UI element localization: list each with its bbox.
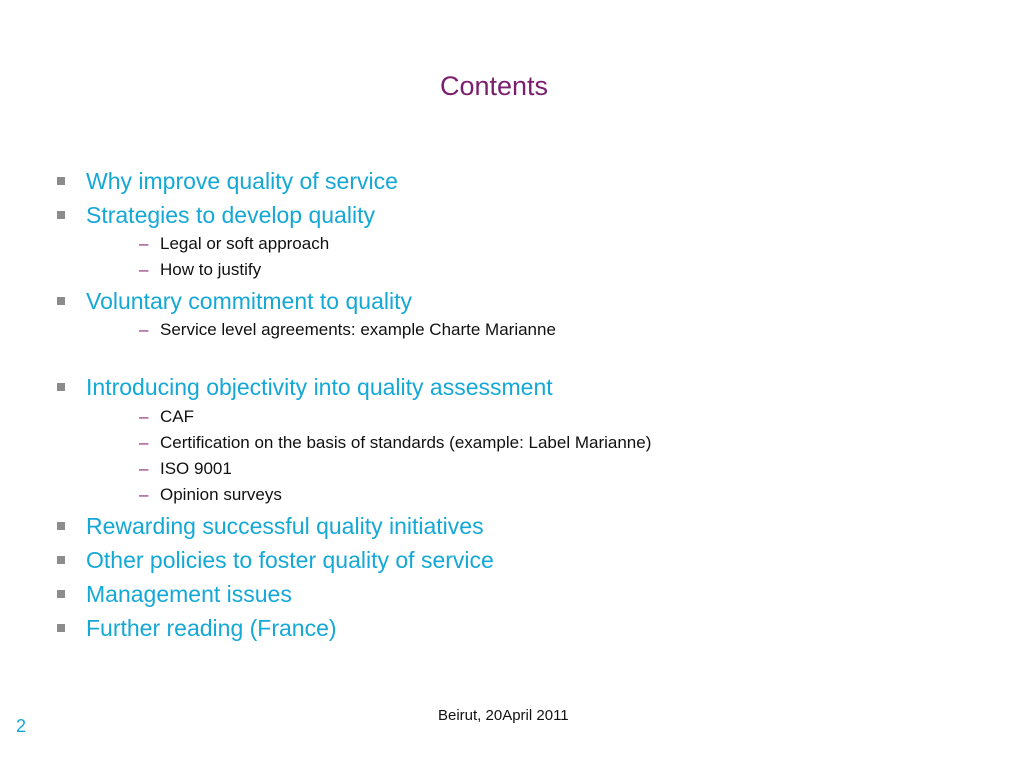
- bullet-text: Strategies to develop quality: [86, 202, 375, 228]
- square-bullet-icon: [57, 177, 65, 185]
- dash-bullet-icon: –: [139, 234, 149, 253]
- sub-item-text: CAF: [160, 407, 194, 426]
- sub-item-text: How to justify: [160, 260, 262, 279]
- square-bullet-icon: [57, 211, 65, 219]
- sub-item-text: Opinion surveys: [160, 485, 282, 504]
- slide-title: Contents: [439, 71, 549, 101]
- bullet-text: Introducing objectivity into quality assessment: [86, 374, 553, 400]
- bullet-text: Further reading (France): [86, 615, 337, 641]
- dash-bullet-icon: –: [139, 459, 149, 478]
- footer-text: Beirut, 20April 2011: [438, 707, 569, 724]
- sub-item-text: Legal or soft approach: [160, 234, 330, 253]
- sub-item-text: Service level agreements: example Charte Marianne: [160, 320, 556, 339]
- bullet-text: Other policies to foster quality of service: [86, 547, 494, 573]
- square-bullet-icon: [57, 556, 65, 564]
- square-bullet-icon: [57, 383, 65, 391]
- bullet-text: Management issues: [86, 581, 292, 607]
- square-bullet-icon: [57, 624, 65, 632]
- dash-bullet-icon: –: [139, 485, 149, 504]
- square-bullet-icon: [57, 522, 65, 530]
- bullet-text: Why improve quality of service: [86, 168, 398, 194]
- page-number: 2: [16, 716, 27, 736]
- dash-bullet-icon: –: [139, 320, 149, 339]
- bullet-text: Rewarding successful quality initiatives: [86, 513, 484, 539]
- sub-item-text: Certification on the basis of standards (example: Label Marianne): [160, 433, 652, 452]
- square-bullet-icon: [57, 297, 65, 305]
- dash-bullet-icon: –: [139, 260, 149, 279]
- dash-bullet-icon: –: [139, 433, 149, 452]
- sub-item-text: ISO 9001: [160, 459, 232, 478]
- bullet-text: Voluntary commitment to quality: [86, 288, 412, 314]
- square-bullet-icon: [57, 590, 65, 598]
- dash-bullet-icon: –: [139, 407, 149, 426]
